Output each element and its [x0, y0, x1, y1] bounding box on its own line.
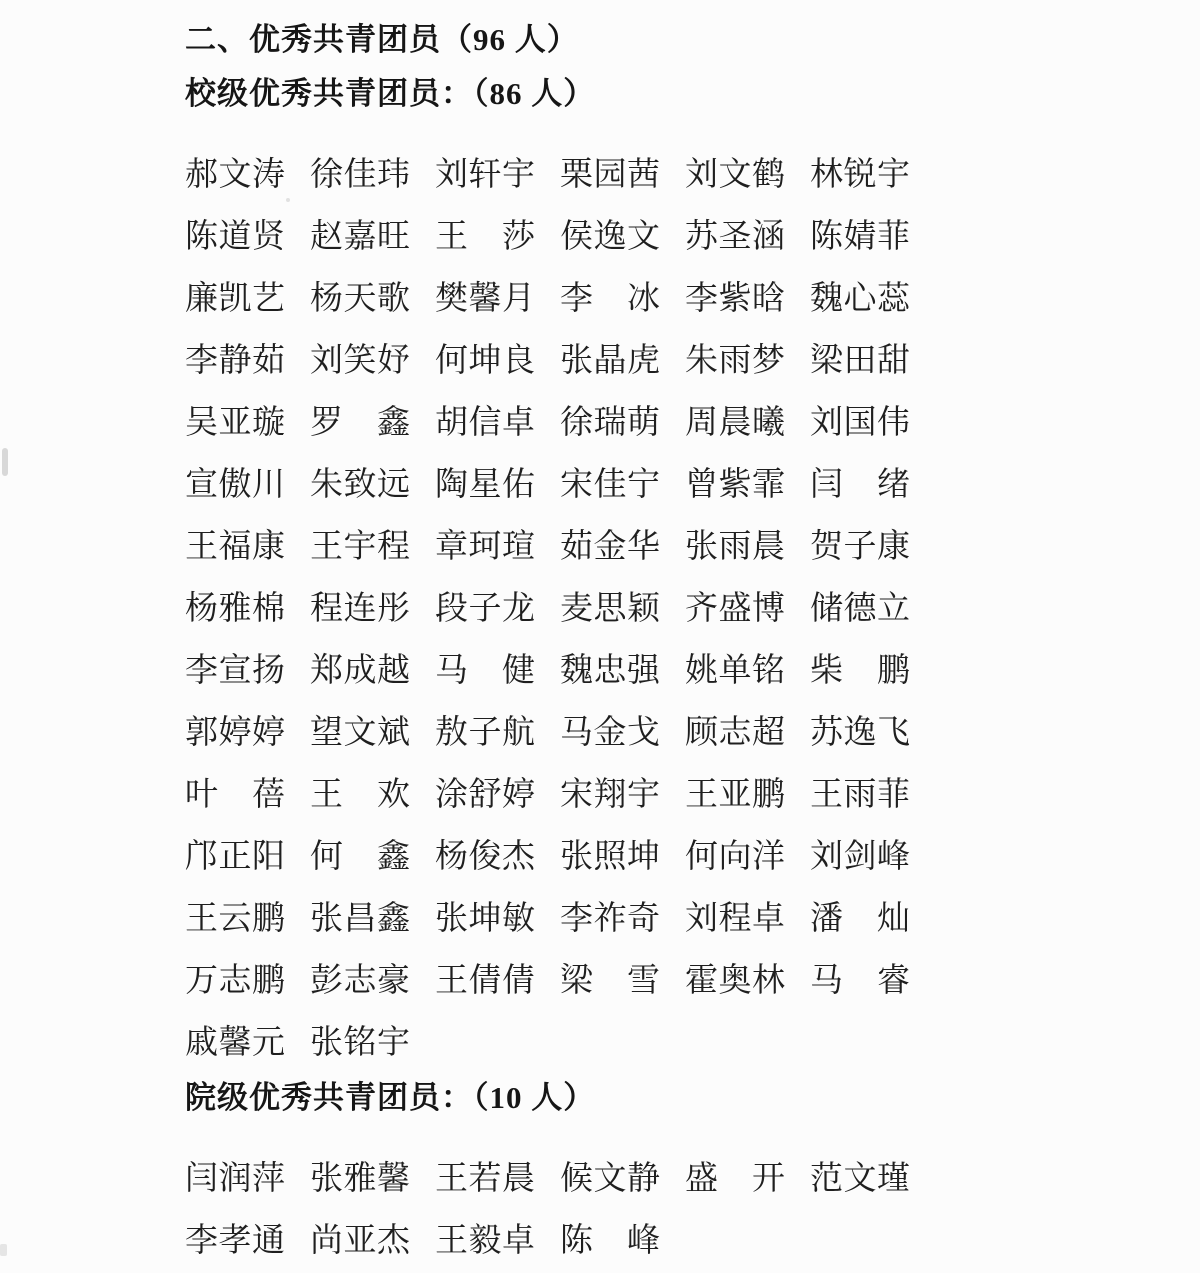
member-name: 何向洋 — [685, 838, 786, 875]
member-name: 陈婧菲 — [810, 218, 911, 255]
member-name: 刘笑妤 — [310, 342, 411, 379]
member-name: 吴亚璇 — [185, 404, 286, 441]
name-row — [185, 822, 1145, 884]
member-name: 顾志超 — [685, 714, 786, 751]
member-name: 陈 峰 — [560, 1222, 661, 1259]
name-row — [185, 264, 1145, 326]
name-row — [185, 202, 1145, 264]
member-name: 戚馨元 — [185, 1024, 286, 1061]
section-heading-college-level: 院级优秀共青团员：（10 人） — [185, 1080, 596, 1115]
scan-artifact — [0, 1244, 7, 1256]
member-name: 朱致远 — [310, 466, 411, 503]
member-name: 曾紫霏 — [685, 466, 786, 503]
member-name: 李紫晗 — [685, 280, 786, 317]
member-name: 张雅馨 — [310, 1160, 411, 1197]
member-name: 郭婷婷 — [185, 714, 286, 751]
member-name: 李 冰 — [560, 280, 661, 317]
member-name: 茹金华 — [560, 528, 661, 565]
name-grid-school-level — [185, 140, 1145, 1070]
member-name: 郑成越 — [310, 652, 411, 689]
member-name: 张晶虎 — [560, 342, 661, 379]
member-name: 李静茹 — [185, 342, 286, 379]
member-name: 赵嘉旺 — [310, 218, 411, 255]
name-grid-college-level — [185, 1144, 1145, 1268]
member-name: 霍奥林 — [685, 962, 786, 999]
member-name: 梁田甜 — [810, 342, 911, 379]
member-name: 彭志豪 — [310, 962, 411, 999]
member-name: 闫润萍 — [185, 1160, 286, 1197]
member-name: 王福康 — [185, 528, 286, 565]
member-name: 林锐宇 — [810, 156, 911, 193]
member-name: 潘 灿 — [810, 900, 911, 937]
member-name: 马 睿 — [810, 962, 911, 999]
member-name: 魏忠强 — [560, 652, 661, 689]
member-name: 王亚鹏 — [685, 776, 786, 813]
member-name: 魏心蕊 — [810, 280, 911, 317]
member-name: 宋佳宁 — [560, 466, 661, 503]
name-row — [185, 450, 1145, 512]
member-name: 叶 蓓 — [185, 776, 286, 813]
member-name: 梁 雪 — [560, 962, 661, 999]
member-name: 王云鹏 — [185, 900, 286, 937]
member-name: 栗园茜 — [560, 156, 661, 193]
name-row — [185, 636, 1145, 698]
name-row — [185, 760, 1145, 822]
member-name: 张坤敏 — [435, 900, 536, 937]
member-name: 罗 鑫 — [310, 404, 411, 441]
member-name: 陈道贤 — [185, 218, 286, 255]
member-name: 张昌鑫 — [310, 900, 411, 937]
member-name: 刘轩宇 — [435, 156, 536, 193]
member-name: 杨俊杰 — [435, 838, 536, 875]
document-content — [185, 20, 1145, 1268]
member-name: 杨雅棉 — [185, 590, 286, 627]
name-row — [185, 326, 1145, 388]
member-name: 万志鹏 — [185, 962, 286, 999]
name-row — [185, 1144, 1145, 1206]
member-name: 王雨菲 — [810, 776, 911, 813]
name-row — [185, 884, 1145, 946]
name-row — [185, 140, 1145, 202]
member-name: 范文瑾 — [810, 1160, 911, 1197]
member-name: 邝正阳 — [185, 838, 286, 875]
member-name: 柴 鹏 — [810, 652, 911, 689]
member-name: 周晨曦 — [685, 404, 786, 441]
member-name: 程连彤 — [310, 590, 411, 627]
member-name: 苏圣涵 — [685, 218, 786, 255]
name-row — [185, 1206, 1145, 1268]
member-name: 齐盛博 — [685, 590, 786, 627]
member-name: 侯逸文 — [560, 218, 661, 255]
member-name: 宋翔宇 — [560, 776, 661, 813]
member-name: 储德立 — [810, 590, 911, 627]
name-row — [185, 698, 1145, 760]
member-name: 郝文涛 — [185, 156, 286, 193]
member-name: 候文静 — [560, 1160, 661, 1197]
member-name: 何坤良 — [435, 342, 536, 379]
member-name: 宣傲川 — [185, 466, 286, 503]
member-name: 王毅卓 — [435, 1222, 536, 1259]
member-name: 徐瑞萌 — [560, 404, 661, 441]
member-name: 樊馨月 — [435, 280, 536, 317]
member-name: 朱雨梦 — [685, 342, 786, 379]
member-name: 尚亚杰 — [310, 1222, 411, 1259]
member-name: 李宣扬 — [185, 652, 286, 689]
member-name: 章珂瑄 — [435, 528, 536, 565]
member-name: 张雨晨 — [685, 528, 786, 565]
member-name: 杨天歌 — [310, 280, 411, 317]
member-name: 王若晨 — [435, 1160, 536, 1197]
member-name: 刘剑峰 — [810, 838, 911, 875]
member-name: 李祚奇 — [560, 900, 661, 937]
member-name: 敖子航 — [435, 714, 536, 751]
member-name: 苏逸飞 — [810, 714, 911, 751]
member-name: 王宇程 — [310, 528, 411, 565]
member-name: 涂舒婷 — [435, 776, 536, 813]
member-name: 王 欢 — [310, 776, 411, 813]
name-row — [185, 574, 1145, 636]
member-name: 胡信卓 — [435, 404, 536, 441]
section-heading-school-level: 校级优秀共青团员：（86 人） — [185, 76, 596, 111]
member-name: 王倩倩 — [435, 962, 536, 999]
member-name: 徐佳玮 — [310, 156, 411, 193]
member-name: 张照坤 — [560, 838, 661, 875]
member-name: 刘国伟 — [810, 404, 911, 441]
name-row — [185, 512, 1145, 574]
member-name: 何 鑫 — [310, 838, 411, 875]
member-name: 廉凯艺 — [185, 280, 286, 317]
member-name: 刘程卓 — [685, 900, 786, 937]
member-name: 刘文鹤 — [685, 156, 786, 193]
member-name: 盛 开 — [685, 1160, 786, 1197]
member-name: 王 莎 — [435, 218, 536, 255]
member-name: 马 健 — [435, 652, 536, 689]
member-name: 麦思颖 — [560, 590, 661, 627]
member-name: 段子龙 — [435, 590, 536, 627]
member-name: 马金戈 — [560, 714, 661, 751]
name-row — [185, 1008, 1145, 1070]
member-name: 望文斌 — [310, 714, 411, 751]
member-name: 闫 绪 — [810, 466, 911, 503]
member-name: 李孝通 — [185, 1222, 286, 1259]
member-name: 贺子康 — [810, 528, 911, 565]
member-name: 姚单铭 — [685, 652, 786, 689]
member-name: 张铭宇 — [310, 1024, 411, 1061]
scan-artifact — [2, 448, 8, 476]
document-title: 二、优秀共青团员（96 人） — [185, 22, 579, 57]
member-name: 陶星佑 — [435, 466, 536, 503]
name-row — [185, 388, 1145, 450]
name-row — [185, 946, 1145, 1008]
